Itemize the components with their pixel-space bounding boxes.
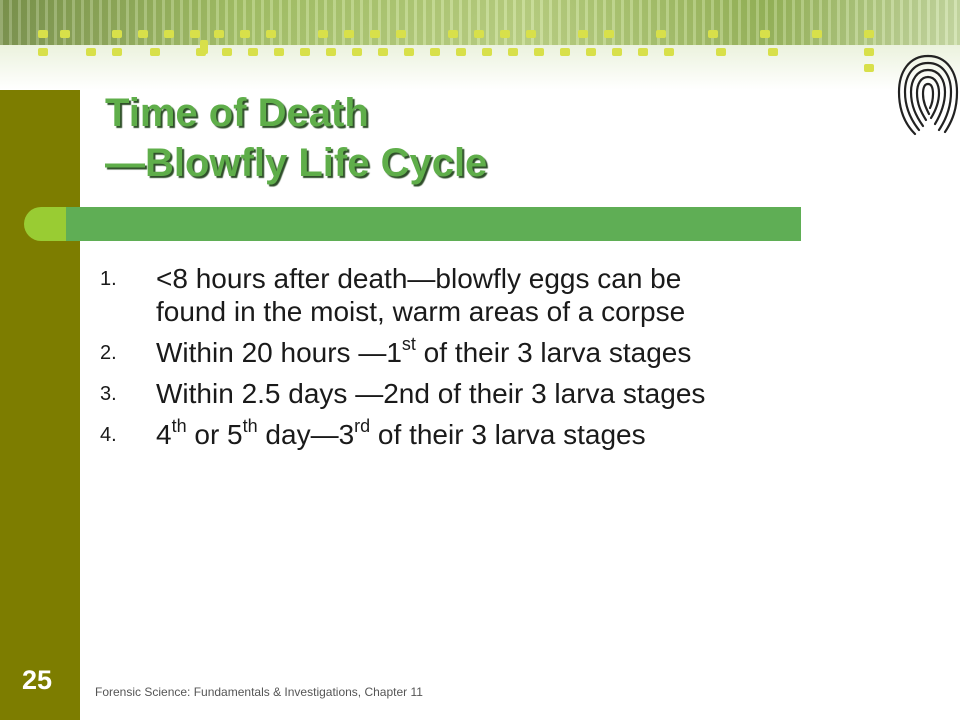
step-2-text-pre: Within 20 hours —1 xyxy=(156,337,402,368)
list-item xyxy=(100,418,920,451)
title-line-2: —Blowfly Life Cycle xyxy=(105,141,488,185)
step-4-c: day—3 xyxy=(257,419,355,450)
accent-pill xyxy=(24,207,68,241)
step-4-a: 4 xyxy=(156,419,172,450)
ordinal-suffix: st xyxy=(401,334,416,354)
list-item xyxy=(100,262,920,328)
title-line-1: Time of Death xyxy=(105,91,369,135)
step-4-d: of their 3 larva stages xyxy=(370,419,646,450)
title-underline-bar xyxy=(66,207,801,241)
slide-title xyxy=(105,88,487,188)
ordinal-suffix: th xyxy=(171,416,187,436)
list-number: 1. xyxy=(100,268,117,290)
step-3-text: Within 2.5 days —2nd of their 3 larva stages xyxy=(156,378,706,409)
fingerprint-icon xyxy=(893,48,960,140)
list-number: 4. xyxy=(100,424,117,446)
dot-pattern xyxy=(0,0,960,90)
slide-number: 25 xyxy=(22,665,53,695)
list-number: 3. xyxy=(100,383,117,405)
step-1-line-2: found in the moist, warm areas of a corpse xyxy=(156,296,686,327)
ordinal-suffix: th xyxy=(242,416,258,436)
step-4-b: or 5 xyxy=(186,419,243,450)
ordinal-suffix: rd xyxy=(354,416,371,436)
list-item xyxy=(100,377,920,410)
list-item xyxy=(100,336,920,369)
footer-course-title: Forensic Science: Fundamentals & Investigations, Chapter 11 xyxy=(95,685,423,699)
left-sidebar-bar xyxy=(0,90,80,720)
step-1-line-1: <8 hours after death—blowfly eggs can be xyxy=(156,263,682,294)
header-banner xyxy=(0,0,960,90)
life-cycle-list xyxy=(100,262,920,459)
list-number: 2. xyxy=(100,342,117,364)
step-2-text-post: of their 3 larva stages xyxy=(415,337,692,368)
